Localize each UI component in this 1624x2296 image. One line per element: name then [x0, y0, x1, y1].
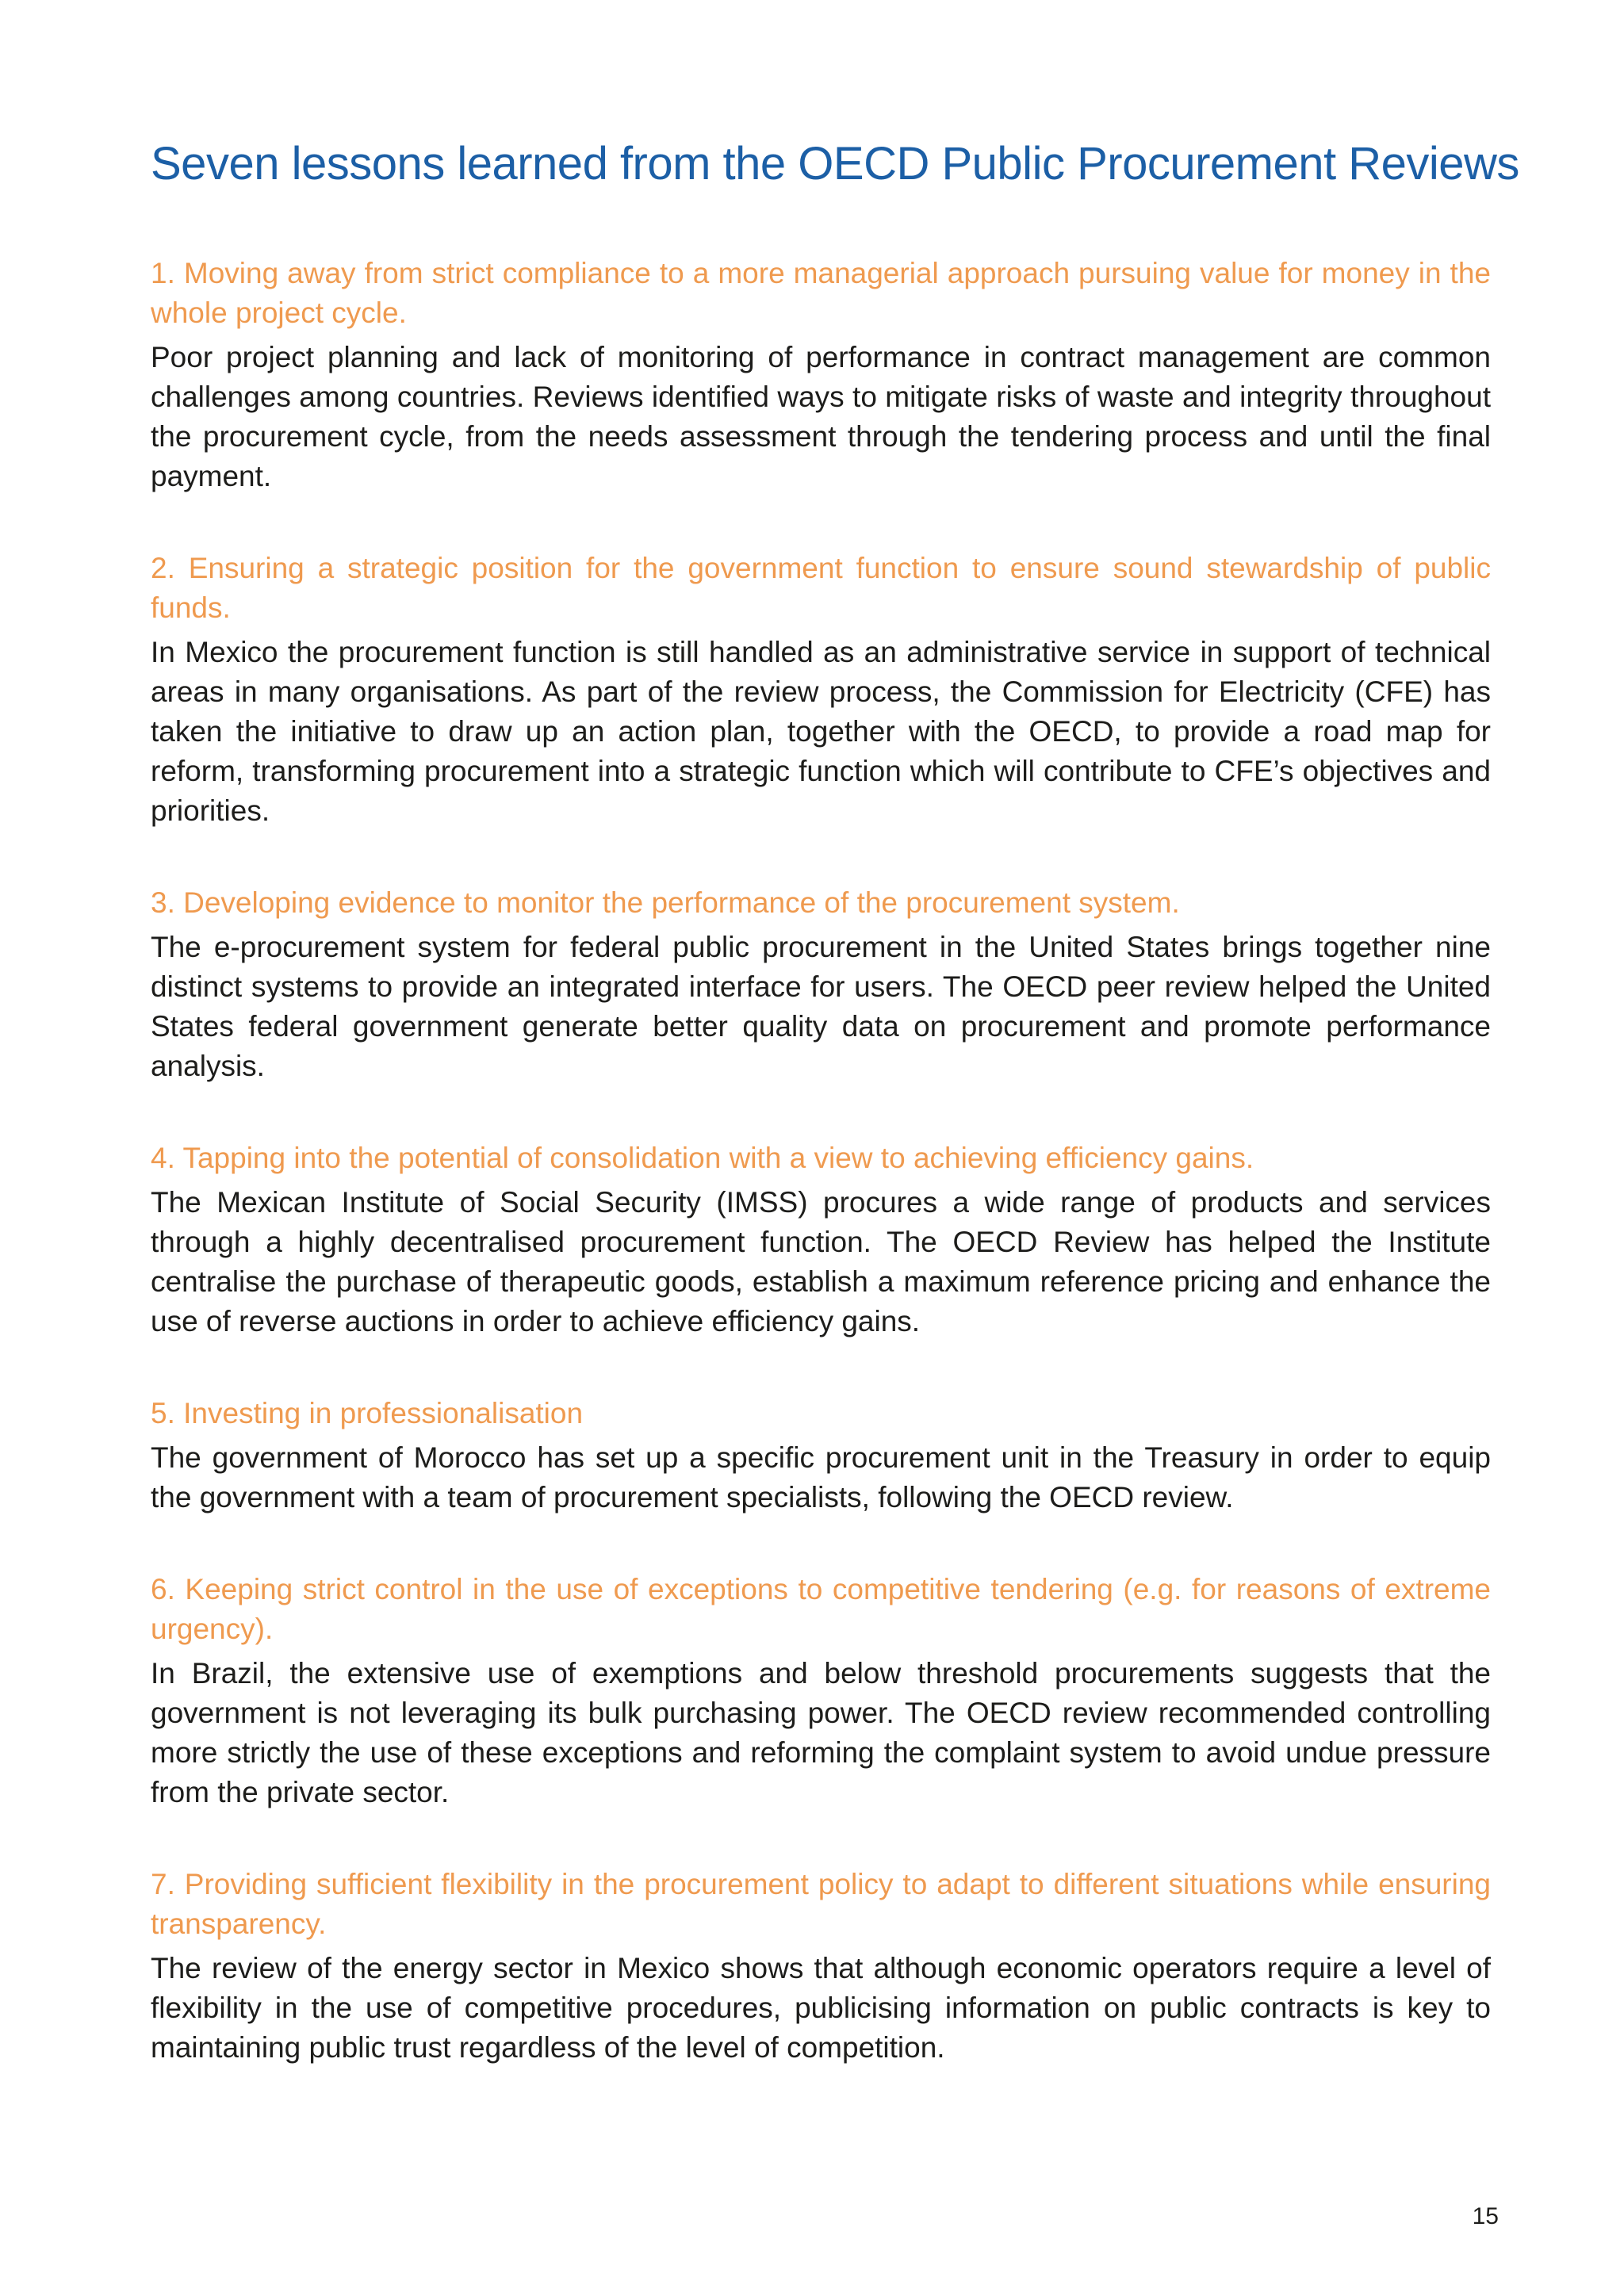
lesson-heading: 6. Keeping strict control in the use of exceptions to competitive tendering (e.g. for reasons of extreme urgency).	[151, 1573, 1491, 1645]
lesson-4	[151, 1138, 1491, 1341]
lesson-body: The review of the energy sector in Mexico shows that although economic operators require a level of flexibility in the use of competitive procedures, publicising information on public contracts is key to maintaining public trust regardless of the level of competition.	[151, 1952, 1491, 2064]
lesson-5	[151, 1394, 1491, 1517]
lesson-body: The Mexican Institute of Social Security (IMSS) procures a wide range of products and services through a highly decentralised procurement function. The OECD Review has helped the Institute centralise the purchase of therapeutic goods, establish a maximum reference pricing and enhance the use of reverse auctions in order to achieve efficiency gains.	[151, 1186, 1491, 1337]
lesson-7	[151, 1865, 1491, 2068]
lesson-body: Poor project planning and lack of monitoring of performance in contract management are common challenges among countries. Reviews identified ways to mitigate risks of waste and integrity throughout the procurement cycle, from the needs assessment through the tendering process and until the final payment.	[151, 341, 1491, 492]
lesson-heading: 5. Investing in professionalisation	[151, 1397, 584, 1429]
lesson-heading: 4. Tapping into the potential of consolidation with a view to achieving efficiency gains.	[151, 1142, 1254, 1174]
lesson-body: The government of Morocco has set up a specific procurement unit in the Treasury in order to equip the government with a team of procurement specialists, following the OECD review.	[151, 1441, 1491, 1513]
lesson-1	[151, 254, 1491, 496]
lesson-2	[151, 549, 1491, 831]
lesson-6	[151, 1570, 1491, 1812]
lesson-body: In Brazil, the extensive use of exemptions and below threshold procurements suggests that the government is not leveraging its bulk purchasing power. The OECD review recommended controlling more strictly the use of these exceptions and reforming the complaint system to avoid undue pressure from the private sector.	[151, 1657, 1491, 1808]
lesson-heading: 2. Ensuring a strategic position for the government function to ensure sound stewardship of public funds.	[151, 552, 1491, 624]
lesson-heading: 3. Developing evidence to monitor the performance of the procurement system.	[151, 886, 1180, 919]
lesson-3	[151, 883, 1491, 1086]
page-number: 15	[1472, 2203, 1499, 2229]
lesson-heading: 7. Providing sufficient flexibility in the procurement policy to adapt to different situations while ensuring transparency.	[151, 1868, 1491, 1940]
page-title: Seven lessons learned from the OECD Public Procurement Reviews	[151, 138, 1519, 189]
lesson-heading: 1. Moving away from strict compliance to a more managerial approach pursuing value for money in the whole project cycle.	[151, 257, 1491, 329]
lesson-body: In Mexico the procurement function is still handled as an administrative service in support of technical areas in many organisations. As part of the review process, the Commission for Electricity (CFE) has taken the initiative to draw up an action plan, together with the OECD, to provide a road map for reform, transforming procurement into a strategic function which will contribute to CFE’s objectives and priorities.	[151, 636, 1491, 827]
lesson-body: The e-procurement system for federal public procurement in the United States brings together nine distinct systems to provide an integrated interface for users. The OECD peer review helped the United States federal government generate better quality data on procurement and promote performance analysis.	[151, 931, 1491, 1082]
lessons-list	[151, 254, 1491, 2120]
